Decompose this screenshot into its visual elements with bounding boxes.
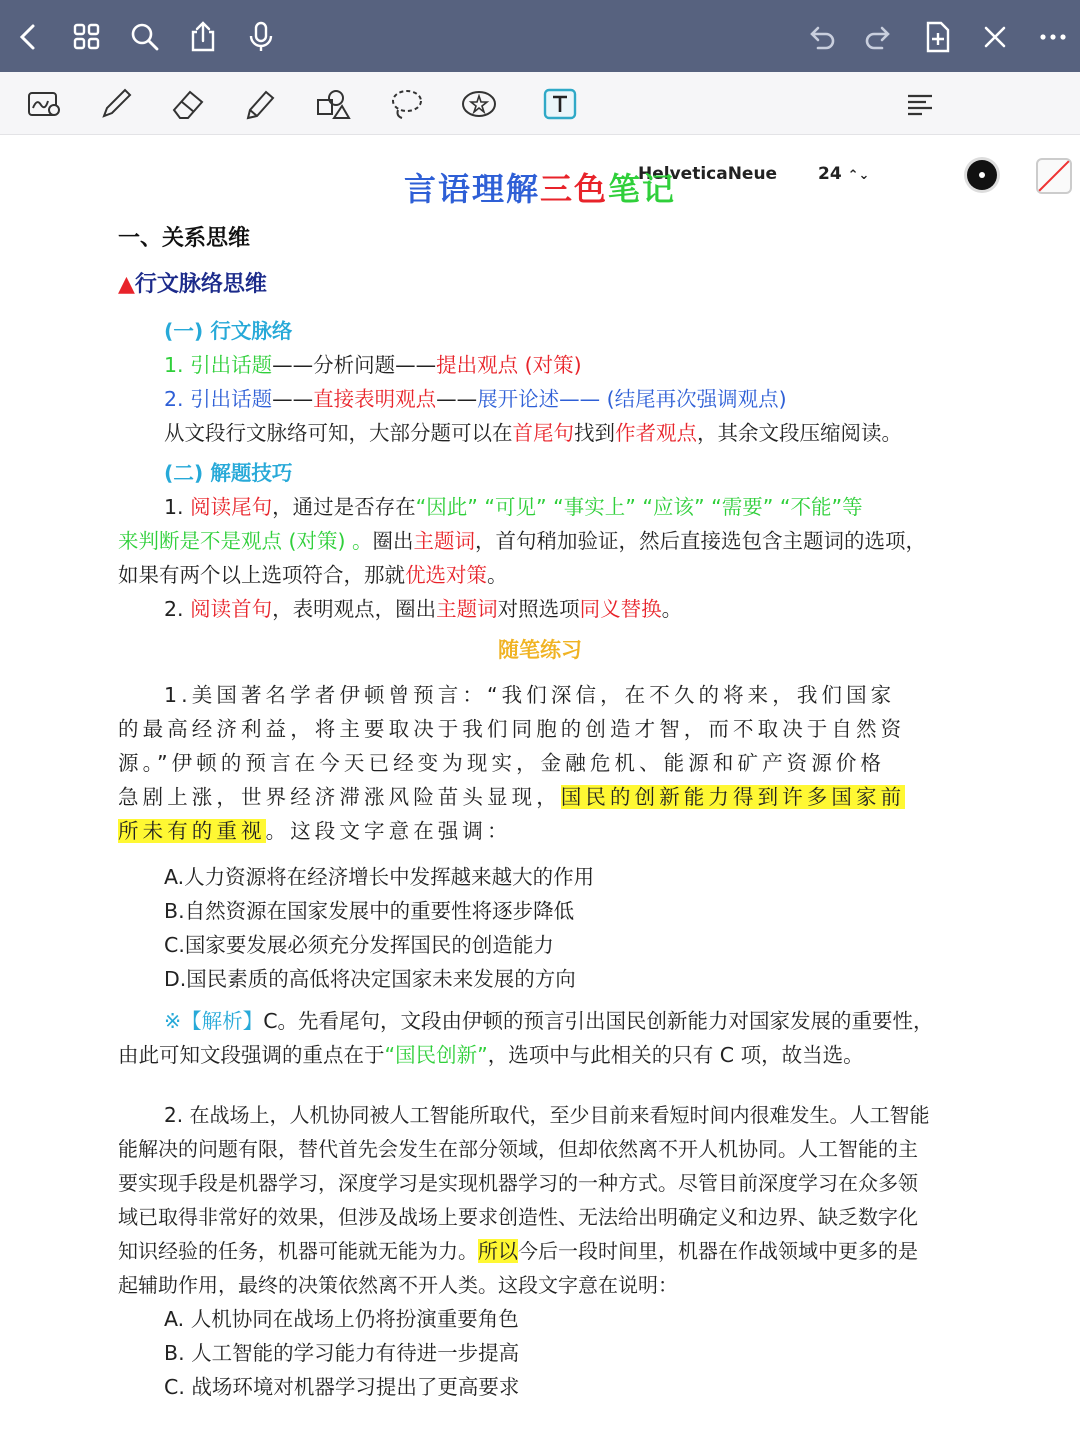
q2-line3: 要实现手段是机器学习，深度学习是实现机器学习的一种方式。尽管目前深度学习在众多领 bbox=[118, 1171, 918, 1195]
text-normal: 1. bbox=[164, 495, 191, 519]
q1-line5 bbox=[118, 814, 512, 848]
text-normal: C。先看尾句，文段由伊顿的预言引出国民创新能力对国家发展的重要性， bbox=[263, 1009, 934, 1033]
align-left-icon[interactable] bbox=[900, 86, 940, 122]
text-normal: 如果有两个以上选项符合，那就 bbox=[118, 563, 405, 587]
q2-line1: 2. 在战场上，人机协同被人工智能所取代，至少目前来看短时间内很难发生。人工智能 bbox=[164, 1103, 930, 1127]
text-red: 阅读尾句 bbox=[190, 495, 273, 519]
part2-line2 bbox=[118, 524, 926, 558]
more-icon[interactable] bbox=[1036, 20, 1070, 54]
text-red: 提出观点 (对策) bbox=[436, 353, 582, 377]
sticker-icon[interactable] bbox=[458, 86, 498, 122]
text-normal: ，表明观点，圈出 bbox=[272, 597, 437, 621]
q1-option-d: D.国民素质的高低将决定国家未来发展的方向 bbox=[164, 967, 576, 991]
text-blue: 2. 引出话题 bbox=[164, 387, 273, 411]
undo-icon[interactable] bbox=[804, 20, 838, 54]
highlighter-icon[interactable] bbox=[240, 86, 280, 122]
text-red: 作者观点 bbox=[615, 421, 697, 445]
q1-option-c: C.国家要发展必须充分发挥国民的创造能力 bbox=[164, 933, 554, 957]
text-normal: ，其余文段压缩阅读。 bbox=[697, 421, 902, 445]
share-icon[interactable] bbox=[186, 20, 220, 54]
text-normal: 。 bbox=[487, 563, 508, 587]
highlighted-text: 国民的创新能力得到许多国家前 bbox=[560, 785, 906, 809]
top-navigation-bar bbox=[0, 0, 1080, 72]
drawing-toolbar bbox=[0, 72, 1080, 184]
shapes-icon[interactable] bbox=[312, 86, 352, 122]
text-normal: 。这段文字意在强调： bbox=[265, 819, 512, 843]
q1-option-b: B.自然资源在国家发展中的重要性将逐步降低 bbox=[164, 899, 575, 923]
triangle-icon: ▲ bbox=[118, 272, 135, 297]
analysis-label: ※【解析】 bbox=[164, 1009, 264, 1033]
text-normal: 知识经验的任务，机器可能就无能为力。 bbox=[118, 1239, 478, 1263]
pen-icon[interactable] bbox=[96, 86, 136, 122]
text-normal: —— bbox=[436, 387, 478, 411]
part2-line3 bbox=[118, 558, 508, 592]
q2-line6: 起辅助作用，最终的决策依然离不开人类。这段文字意在说明： bbox=[118, 1273, 678, 1297]
text-normal: 从文段行文脉络可知，大部分题可以在 bbox=[164, 421, 513, 445]
q1-line3: 源。”伊顿的预言在今天已经变为现实，金融危机、能源和矿产资源价格 bbox=[118, 751, 886, 775]
text-normal: 找到 bbox=[574, 421, 615, 445]
text-green: 1. 引出话题 bbox=[164, 353, 273, 377]
text-red: 主题词 bbox=[436, 597, 498, 621]
text-tool-icon[interactable] bbox=[540, 86, 580, 122]
close-icon[interactable] bbox=[978, 20, 1012, 54]
grid-icon[interactable] bbox=[70, 20, 104, 54]
back-icon[interactable] bbox=[12, 20, 46, 54]
text-red: 直接表明观点 bbox=[313, 387, 437, 411]
subsection-heading-text: 行文脉络思维 bbox=[134, 272, 267, 297]
q2-line2: 能解决的问题有限，替代首先会发生在部分领域，但却依然离不开人机协同。人工智能的主 bbox=[118, 1137, 918, 1161]
section-heading: 一、关系思维 bbox=[118, 226, 251, 251]
q2-line5 bbox=[118, 1234, 918, 1268]
subsection-heading bbox=[118, 268, 267, 302]
title-part-red: 三色 bbox=[539, 170, 608, 208]
part1-line2 bbox=[164, 382, 787, 416]
q1-analysis-line2 bbox=[118, 1038, 864, 1072]
q2-line4: 域已取得非常好的效果，但涉及战场上要求创造性、无法给出明确定义和边界、缺乏数字化 bbox=[118, 1205, 918, 1229]
q1-analysis-line1 bbox=[164, 1004, 934, 1038]
lasso-icon[interactable] bbox=[386, 86, 426, 122]
redo-icon[interactable] bbox=[862, 20, 896, 54]
q2-option-b: B. 人工智能的学习能力有待进一步提高 bbox=[164, 1341, 520, 1365]
text-normal: ——分析问题—— bbox=[272, 353, 437, 377]
q1-line1: 1.美国著名学者伊顿曾预言：“我们深信，在不久的将来，我们国家 bbox=[164, 683, 896, 707]
text-green: “国民创新” bbox=[384, 1043, 488, 1067]
text-green: “因此” “可见” “事实上” “应该” “需要” “不能”等 bbox=[415, 495, 863, 519]
font-size-value: 24 bbox=[818, 164, 842, 184]
text-normal: 由此可知文段强调的重点在于 bbox=[118, 1043, 385, 1067]
part1-line3 bbox=[164, 416, 902, 450]
part2-line4 bbox=[164, 592, 682, 626]
part1-line1 bbox=[164, 348, 582, 382]
eraser-icon[interactable] bbox=[168, 86, 208, 122]
part1-heading: (一) 行文脉络 bbox=[164, 319, 293, 343]
text-normal: ，选项中与此相关的只有 C 项，故当选。 bbox=[487, 1043, 864, 1067]
text-normal: 今后一段时间里，机器在作战领域中更多的是 bbox=[518, 1239, 918, 1263]
text-red: 阅读首句 bbox=[190, 597, 273, 621]
q1-line2: 的最高经济利益，将主要取决于我们同胞的创造才智，而不取决于自然资 bbox=[118, 717, 906, 741]
text-red: 主题词 bbox=[413, 529, 476, 553]
search-icon[interactable] bbox=[128, 20, 162, 54]
text-normal: 对照选项 bbox=[497, 597, 580, 621]
text-normal: 急剧上涨，世界经济滞涨风险苗头显现， bbox=[118, 785, 561, 809]
mic-icon[interactable] bbox=[244, 20, 278, 54]
text-normal: —— bbox=[272, 387, 314, 411]
q2-option-a: A. 人机协同在战场上仍将扮演重要角色 bbox=[164, 1307, 519, 1331]
zoom-window-icon[interactable] bbox=[24, 86, 64, 122]
text-blue: (结尾再次强调观点) bbox=[600, 387, 787, 411]
highlighted-text: 所未有的重视 bbox=[118, 819, 266, 843]
page-title bbox=[0, 164, 1080, 210]
stepper-icon: ⌃⌄ bbox=[847, 168, 870, 183]
q1-line4 bbox=[118, 780, 905, 814]
text-green: 来判断是不是观点 (对策) 。 bbox=[118, 529, 373, 553]
title-part-blue: 言语理解 bbox=[403, 170, 540, 208]
text-normal: 2. bbox=[164, 597, 191, 621]
text-normal: ，通过是否存在 bbox=[272, 495, 416, 519]
practice-title: 随笔练习 bbox=[498, 638, 582, 662]
text-blue: 展开论述 bbox=[477, 387, 560, 411]
part2-heading: (二) 解题技巧 bbox=[164, 461, 293, 485]
text-normal: 圈出 bbox=[372, 529, 414, 553]
text-normal: 。 bbox=[661, 597, 683, 621]
font-name-selector[interactable]: HelveticaNeue bbox=[638, 164, 778, 184]
title-part-green: 笔记 bbox=[608, 170, 677, 208]
text-red: 同义替换 bbox=[579, 597, 662, 621]
text-normal: ，首句稍加验证，然后直接选包含主题词的选项， bbox=[475, 529, 927, 553]
text-red: 首尾句 bbox=[512, 421, 574, 445]
add-page-icon[interactable] bbox=[920, 20, 954, 54]
q2-option-c: C. 战场环境对机器学习提出了更高要求 bbox=[164, 1375, 520, 1399]
highlighted-text: 所以 bbox=[478, 1239, 518, 1263]
q1-option-a: A.人力资源将在经济增长中发挥越来越大的作用 bbox=[164, 865, 595, 889]
part2-line1 bbox=[164, 490, 863, 524]
text-blue: —— bbox=[559, 387, 601, 411]
text-red: 优选对策 bbox=[405, 563, 487, 587]
